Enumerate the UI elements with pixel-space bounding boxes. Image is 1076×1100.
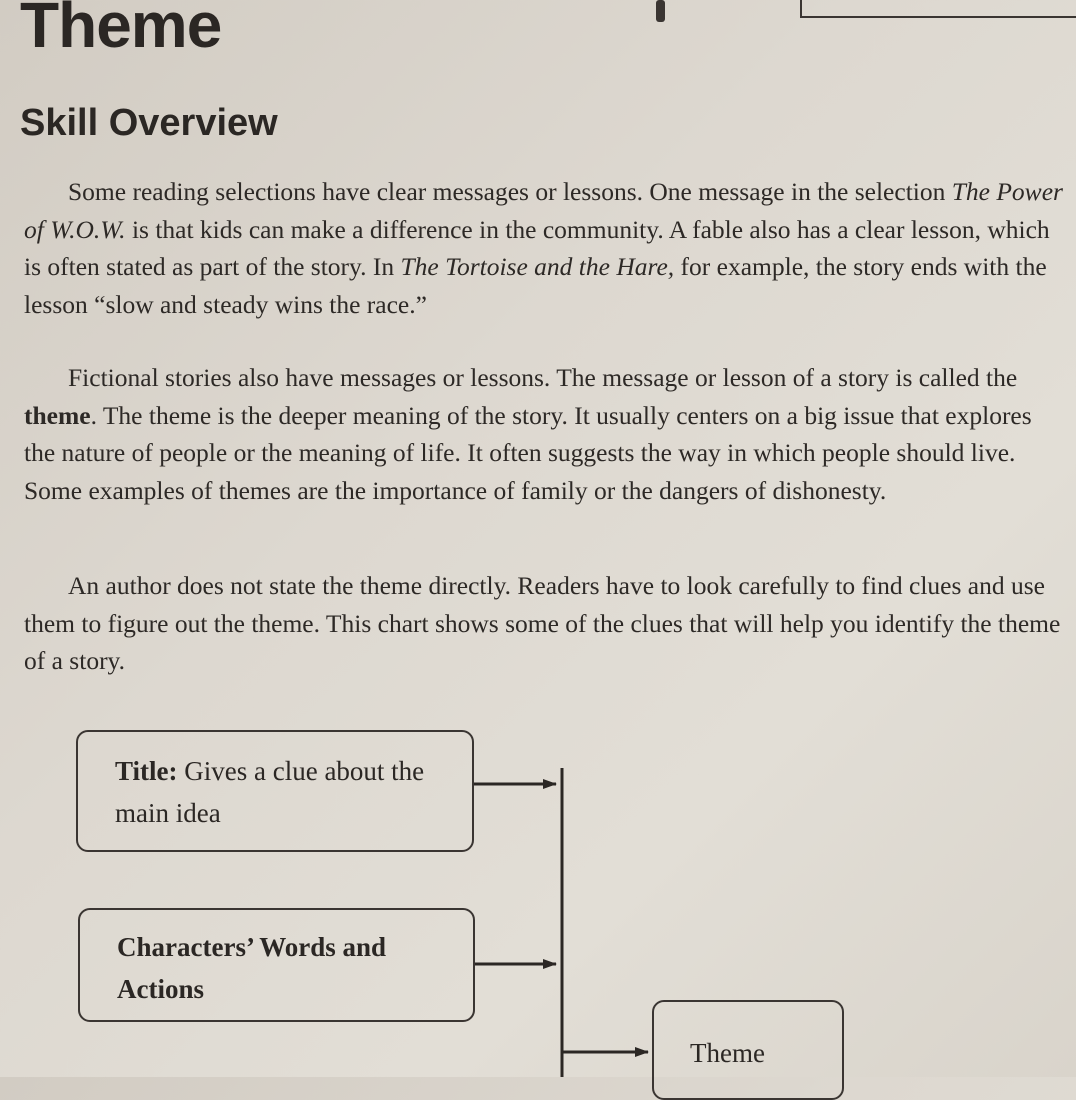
- text-run: is that kids can make a difference in the community. A fable also has a clear lesson, which is often stated as part of the story. In: [24, 214, 1050, 281]
- text-run: The Power of W.O.W.: [24, 177, 1063, 244]
- text-run: Fictional stories also have messages or lessons. The message or lesson of a story is called the: [68, 363, 1018, 392]
- clue-title-text: Gives a clue about the main idea: [115, 756, 425, 828]
- section-heading: Skill Overview: [20, 102, 278, 144]
- text-run: for example, the story ends with the lesson “slow and steady wins the race.”: [24, 252, 1047, 319]
- theme-label: Theme: [690, 1038, 765, 1068]
- clue-characters-label: Characters’ Words and Actions: [117, 932, 386, 1004]
- clue-title-label: Title:: [115, 756, 178, 786]
- theme-box: [652, 1000, 844, 1100]
- text-run: The Tortoise and the Hare,: [400, 252, 675, 281]
- clue-box-title: [76, 730, 474, 852]
- text-run: theme: [24, 400, 91, 430]
- text-run: . The theme is the deeper meaning of the story. It usually centers on a big issue that explores the nature of people or the meaning of life. It often suggests the way in which people should live. Some examples of themes are the importance of family or the dangers of dishonesty.: [24, 400, 1032, 505]
- text-run: An author does not state the theme directly. Readers have to look carefully to find clues and use them to figure out the theme. This chart shows some of the clues that will help you identify the theme of a story.: [24, 571, 1061, 675]
- text-run: Some reading selections have clear messages or lessons. One message in the selection: [68, 177, 952, 206]
- clue-box-characters: [78, 908, 475, 1022]
- page-title: Theme: [20, 0, 222, 61]
